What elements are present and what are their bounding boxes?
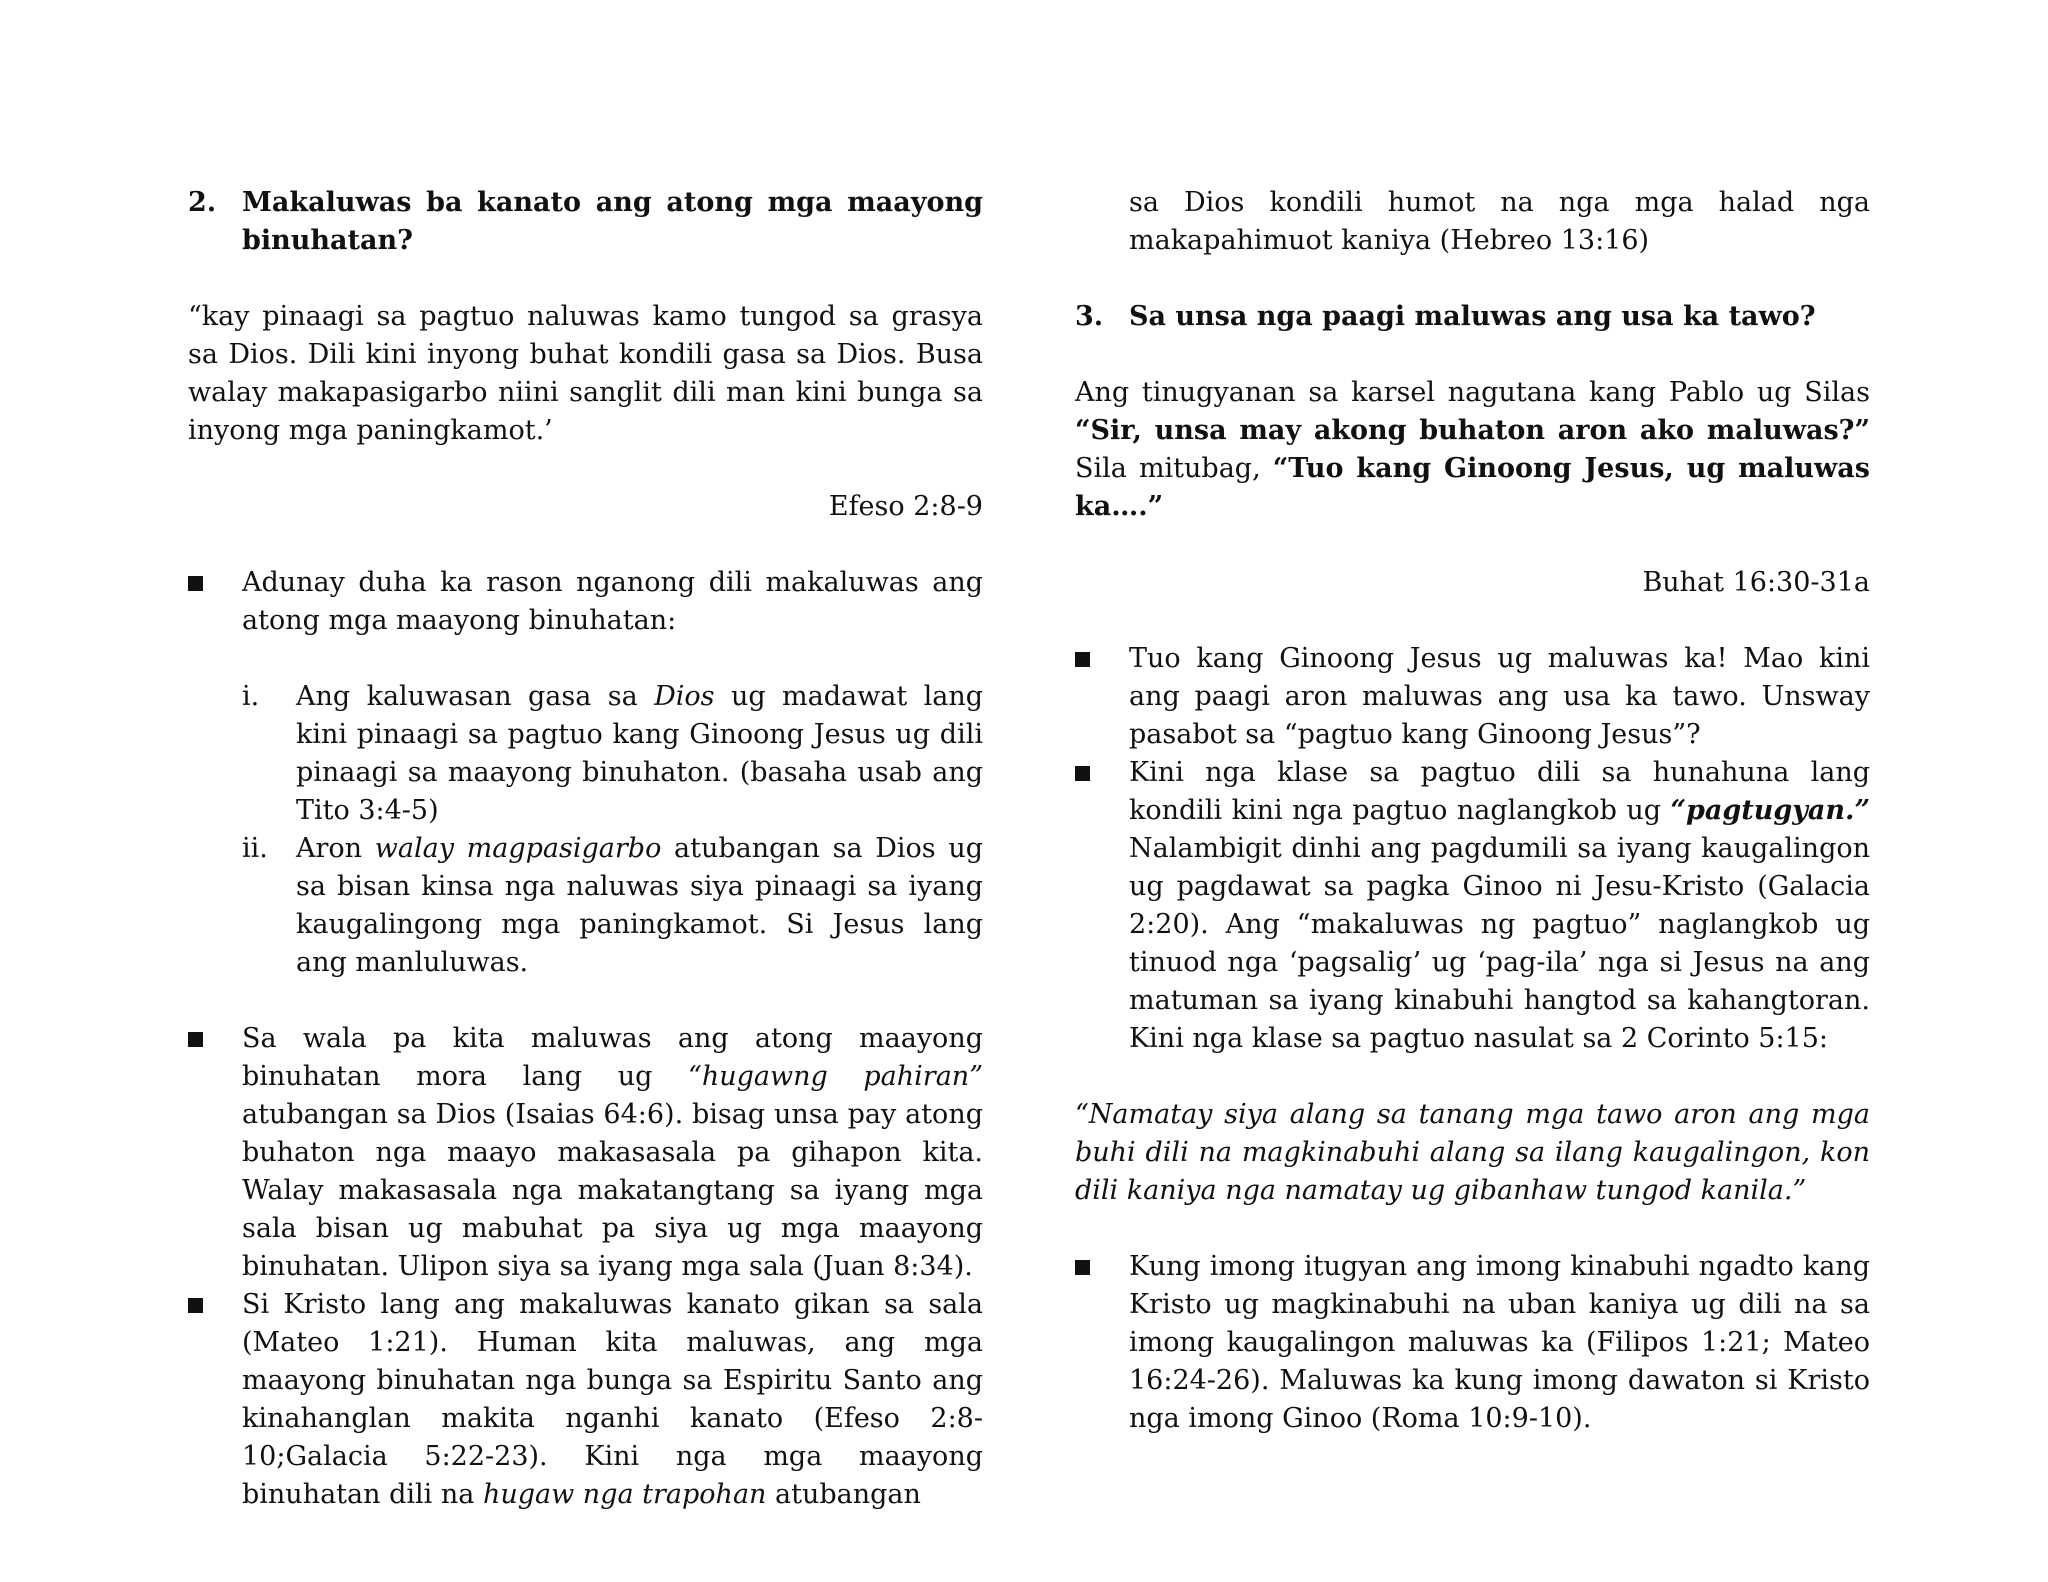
section-heading-3 bbox=[1075, 298, 1870, 336]
list-item-text bbox=[296, 678, 983, 830]
text-run: Kini nga klase sa pagtuo dili sa hunahuna lang kondili kini nga pagtuo naglangkob ug bbox=[1129, 757, 1870, 826]
scripture-quote: “kay pinaagi sa pagtuo naluwas kamo tungod sa grasya sa Dios. Dili kini inyong buhat kondili gasa sa Dios. Busa walay makapasigarbo niini sanglit dili man kini bunga sa inyong mga paningkamot.’ bbox=[188, 301, 983, 446]
heading-number: 2. bbox=[188, 187, 217, 218]
italic-text: hugaw nga trapohan bbox=[482, 1479, 767, 1510]
heading-number: 3. bbox=[1075, 301, 1104, 332]
bullet-item bbox=[188, 1286, 983, 1514]
square-bullet-icon bbox=[1075, 640, 1129, 754]
text-run: ug madawat lang kini pinaagi sa pagtuo kang Ginoong Jesus ug dili pinaagi sa maayong binuhaton. (basaha usab ang Tito 3:4-5) bbox=[296, 681, 983, 826]
bullet-text bbox=[242, 1286, 983, 1514]
square-bullet-icon bbox=[188, 564, 242, 640]
bullet-item bbox=[1075, 640, 1870, 754]
bullet-item bbox=[188, 1020, 983, 1286]
list-item-text bbox=[296, 830, 983, 982]
text-run: Ang kaluwasan gasa sa bbox=[296, 681, 655, 712]
scripture-reference: Efeso 2:8-9 bbox=[828, 491, 983, 522]
square-bullet-icon bbox=[188, 1286, 242, 1514]
reasons-list bbox=[188, 678, 983, 982]
text-run: Sila mitubag, bbox=[1075, 453, 1273, 484]
right-column bbox=[1075, 184, 1870, 1438]
heading-text: Makaluwas ba kanato ang atong mga maayong binuhatan? bbox=[242, 187, 983, 256]
text-run: Ang tinugyanan sa karsel nagutana kang Pablo ug Silas bbox=[1075, 377, 1870, 408]
continued-text: sa Dios kondili humot na nga mga halad nga makapahimuot kaniya (Hebreo 13:16) bbox=[1129, 187, 1870, 256]
square-bullet-icon bbox=[188, 1020, 242, 1286]
italic-text: Dios bbox=[654, 681, 715, 712]
text-run: atubangan sa Dios (Isaias 64:6). bisag unsa pay atong buhaton nga maayo makasasala pa gihapon kita. Walay makasasala nga makatangtang sa iyang mga sala bisan ug mabuhat pa siya ug mga maayong binuhatan. Ulipon siya sa iyang mga sala (Juan 8:34). bbox=[242, 1099, 983, 1282]
bullet-text: Tuo kang Ginoong Jesus ug maluwas ka! Mao kini ang paagi aron maluwas ang usa ka tawo. Unsway pasabot sa “pagtuo kang Ginoong Jesus”? bbox=[1129, 643, 1870, 750]
scripture-quote: “Namatay siya alang sa tanang mga tawo aron ang mga buhi dili na magkinabuhi alang sa ilang kaugalingon, kon dili kaniya nga namatay ug gibanhaw tungod kanila.” bbox=[1075, 1099, 1870, 1206]
left-column bbox=[188, 184, 983, 1514]
bullet-text: Adunay duha ka rason nganong dili makaluwas ang atong mga maayong binuhatan: bbox=[242, 567, 983, 636]
list-item bbox=[242, 678, 983, 830]
roman-numeral: i. bbox=[242, 681, 260, 712]
bold-text: “Sir, unsa may akong buhaton aron ako maluwas?” bbox=[1075, 415, 1870, 446]
bullet-text bbox=[1129, 754, 1870, 1058]
list-item bbox=[242, 830, 983, 982]
bullet-text: Kung imong itugyan ang imong kinabuhi ngadto kang Kristo ug magkinabuhi na uban kaniya ug dili na sa imong kaugalingon maluwas ka (Filipos 1:21; Mateo 16:24-26). Maluwas ka kung imong dawaton si Kristo nga imong Ginoo (Roma 10:9-10). bbox=[1129, 1251, 1870, 1434]
text-run: Aron bbox=[296, 833, 375, 864]
text-run: Si Kristo lang ang makaluwas kanato gikan sa sala (Mateo 1:21). Human kita maluwas, ang mga maayong binuhatan nga bunga sa Espiritu Santo ang kinahanglan makita nganhi kanato (Efeso 2:8-10;Galacia 5:22-23). Kini nga mga maayong binuhatan dili na bbox=[242, 1289, 983, 1510]
bullet-item bbox=[1075, 754, 1870, 1058]
roman-numeral: ii. bbox=[242, 833, 268, 864]
bold-italic-text: “pagtugyan.” bbox=[1670, 795, 1870, 826]
heading-text: Sa unsa nga paagi maluwas ang usa ka tawo? bbox=[1129, 301, 1816, 332]
text-run: Nalambigit dinhi ang pagdumili sa iyang kaugalingon ug pagdawat sa pagka Ginoo ni Jesu-Kristo (Galacia 2:20). Ang “makaluwas ng pagtuo” naglangkob ug tinuod nga ‘pagsalig’ ug ‘pag-ila’ nga si Jesus na ang matuman sa iyang kinabuhi hangtod sa kahangtoran. Kini nga klase sa pagtuo nasulat sa 2 Corinto 5:15: bbox=[1129, 833, 1870, 1054]
text-run: atubangan sa Dios ug sa bisan kinsa nga naluwas siya pinaagi sa iyang kaugalingong mga paningkamot. Si Jesus lang ang manluluwas. bbox=[296, 833, 983, 978]
square-bullet-icon bbox=[1075, 754, 1129, 1058]
bullet-item bbox=[1075, 1248, 1870, 1438]
text-run: atubangan bbox=[766, 1479, 921, 1510]
section-heading-2 bbox=[188, 184, 983, 260]
italic-text: “hugawng pahiran” bbox=[688, 1061, 983, 1092]
scripture-reference: Buhat 16:30-31a bbox=[1642, 567, 1870, 598]
bold-text: “Tuo kang Ginoong Jesus, ug maluwas ka….” bbox=[1075, 453, 1870, 522]
narrative-paragraph bbox=[1075, 374, 1870, 526]
text-run: Sa wala pa kita maluwas ang atong maayong binuhatan mora lang ug bbox=[242, 1023, 983, 1092]
italic-text: walay magpasigarbo bbox=[374, 833, 662, 864]
bullet-item bbox=[188, 564, 983, 640]
square-bullet-icon bbox=[1075, 1248, 1129, 1438]
bullet-text bbox=[242, 1020, 983, 1286]
